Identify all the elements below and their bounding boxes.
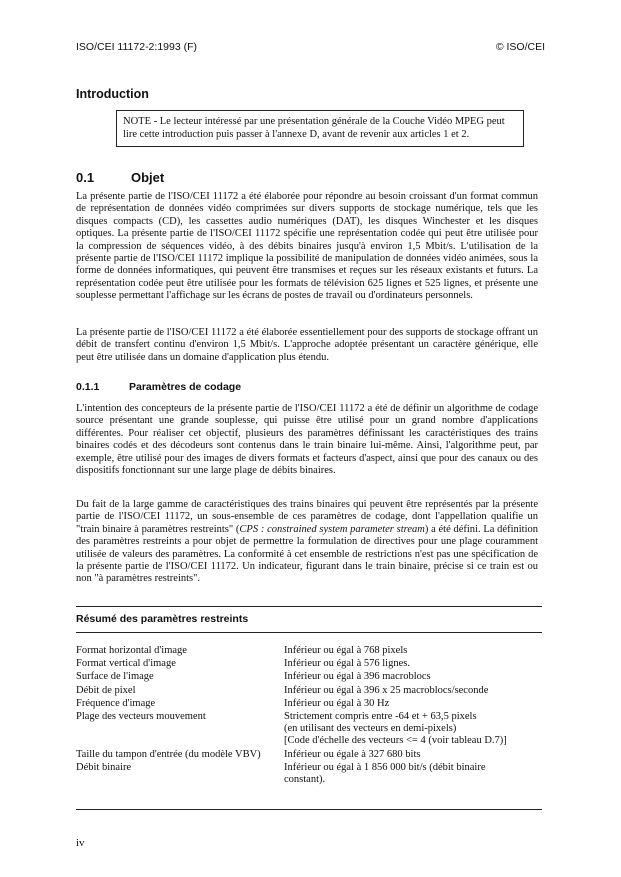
param-label: Débit de pixel xyxy=(76,684,136,696)
document-id: ISO/CEI 11172-2:1993 (F) xyxy=(76,41,198,53)
param-value-line: [Code d'échelle des vecteurs <= 4 (voir tableau D.7)] xyxy=(284,735,507,747)
codage-paragraph-2-part-b: ) a été défini. La définition des paramètres restreints a pour objet de permettre la formulation de directives pour une plage couramment utilisée de valeurs des paramètres. La conformité à cet ensemble de restrictions n'est pas une spécification de la présente partie de l'ISO/CEI 11172. Un indicateur, figurant dans le train binaire, précise si ce train est ou non "à paramètres restreints". xyxy=(76,523,539,585)
param-label: Format horizontal d'image xyxy=(76,645,187,656)
table-row xyxy=(76,645,542,657)
note-text: NOTE - Le lecteur intéressé par une présentation générale de la Couche Vidéo MPEG peut lire cette introduction puis passer à l'annexe D, avant de revenir aux articles 1 et 2. xyxy=(123,116,505,140)
summary-bottom-rule xyxy=(76,809,542,810)
param-value-line: Strictement compris entre -64 et + 63,5 pixels xyxy=(284,711,477,723)
table-row xyxy=(76,749,542,761)
summary-top-rule xyxy=(76,606,542,607)
constraints-table xyxy=(76,645,542,787)
param-value-line: Inférieur ou égal à 1 856 000 bit/s (débit binaire xyxy=(284,761,486,773)
param-value: Inférieur ou égal à 576 lignes. xyxy=(284,658,410,670)
section-number: 0.1 xyxy=(76,170,95,185)
summary-title: Résumé des paramètres restreints xyxy=(76,613,249,625)
param-value: Inférieur ou égal à 768 pixels xyxy=(284,645,408,656)
codage-paragraph-2 xyxy=(76,499,538,586)
subsection-title: Paramètres de codage xyxy=(129,381,242,393)
param-label: Fréquence d'image xyxy=(76,697,156,709)
param-value-line: constant). xyxy=(284,774,326,786)
codage-paragraph-2-part-a: Du fait de la large gamme de caractéristiques des trains binaires qui peuvent être représentés par la présente partie de l'ISO/CEI 11172, un sous-ensemble de ces paramètres de codage, dont l'appellation qualifie un "train binaire à paramètres restreints" ( xyxy=(76,499,538,535)
param-label: Débit binaire xyxy=(76,761,132,773)
summary-header-rule xyxy=(76,632,542,633)
param-value xyxy=(284,711,542,748)
codage-paragraph-1: L'intention des concepteurs de la présente partie de l'ISO/CEI 11172 a été de définir un algorithme de codage source présentant une grande souplesse, qui puisse être utilisé pour un grand nombre d'applications différentes. Pour réaliser cet objectif, plusieurs des paramètres définissant les caractéristiques des trains binaires codés et des décodeurs sont contenus dans le train binaire lui-même. Ainsi, l'algorithme peut, par exemple, être utilisé pour des images de divers formats et facteurs d'aspect, ainsi que pour des canaux ou des dispositifs fonctionnant sur une large plage de débits binaires. xyxy=(76,403,538,477)
param-value-line: (en utilisant des vecteurs en demi-pixels) xyxy=(284,723,457,735)
table-row xyxy=(76,685,542,697)
objet-paragraph-2: La présente partie de l'ISO/CEI 11172 a été élaborée essentiellement pour des supports de stockage offrant un débit de transfert continu d'environ 1,5 Mbit/s. L'approche adoptée présentant un caractère générique, elle peut être utilisée dans un domaine d'application plus étendu. xyxy=(76,327,538,363)
param-label: Format vertical d'image xyxy=(76,658,176,670)
param-label: Surface de l'image xyxy=(76,671,154,683)
note-box xyxy=(116,110,524,147)
table-row xyxy=(76,698,542,710)
section-title: Objet xyxy=(131,170,165,185)
param-value: Inférieur ou égal à 396 macroblocs xyxy=(284,671,431,683)
param-value: Inférieur ou égale à 327 680 bits xyxy=(284,748,421,760)
param-value: Inférieur ou égal à 30 Hz xyxy=(284,697,390,709)
param-label: Plage des vecteurs mouvement xyxy=(76,711,206,723)
param-value xyxy=(284,762,542,786)
param-value: Inférieur ou égal à 396 x 25 macroblocs/seconde xyxy=(284,684,489,696)
param-label: Taille du tampon d'entrée (du modèle VBV) xyxy=(76,748,261,760)
copyright-label: © ISO/CEI xyxy=(495,41,545,53)
page-number: iv xyxy=(76,837,85,849)
table-row xyxy=(76,671,542,683)
table-row xyxy=(76,658,542,670)
objet-paragraph-1: La présente partie de l'ISO/CEI 11172 a été élaborée pour répondre au besoin croissant d'un format commun de représentation de données vidéo comprimées sur divers supports de stockage numérique, tels que les disques compacts (CD), les cassettes audio numériques (DAT), les disques Winchester et les disques optiques. La présente partie de l'ISO/CEI 11172 spécifie une représentation codée qui peut être utilisée pour la compression de séquences vidéo, à des débits binaires jusqu'à environ 1,5 Mbit/s. L'utilisation de la présente partie de l'ISO/CEI 11172 implique la possibilité de manipulation de données vidéo animées, sous la forme de données informatiques, qui peuvent être transmises et reçues sur les réseaux existants et futurs. La représentation codée peut être utilisée pour les formats de télévision 625 lignes et 525 lignes, et présente une souplesse permettant l'affichage sur les écrans de postes de travail ou d'ordinateurs personnels. xyxy=(76,191,538,302)
subsection-number: 0.1.1 xyxy=(76,381,100,393)
introduction-heading: Introduction xyxy=(76,87,149,101)
cps-term: CPS : constrained system parameter stream xyxy=(239,523,425,535)
table-row xyxy=(76,711,542,748)
table-row xyxy=(76,762,542,786)
